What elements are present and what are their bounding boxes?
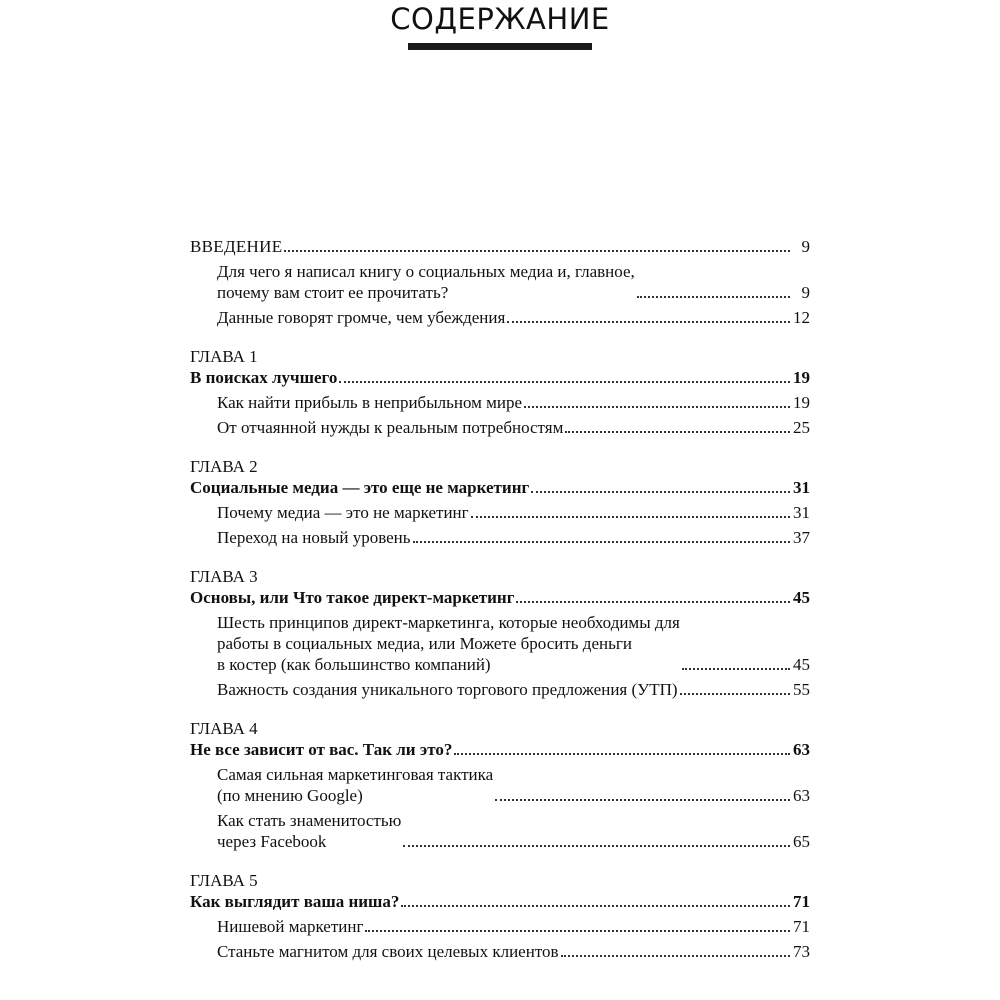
chapter-title: Не все зависит от вас. Так ли это? — [190, 740, 453, 759]
toc-subentry-page: 55 — [793, 680, 810, 699]
table-of-contents — [190, 236, 810, 966]
chapter-label: ГЛАВА 5 — [190, 871, 258, 890]
toc-subentry-title: Как найти прибыль в неприбыльном мире — [217, 393, 523, 412]
dot-leader — [637, 296, 790, 298]
toc-subentry[interactable] — [190, 502, 810, 523]
chapter-label: ГЛАВА 1 — [190, 347, 258, 366]
toc-subentry[interactable] — [190, 916, 810, 937]
toc-entry-title: ВВЕДЕНИЕ — [190, 237, 283, 256]
dot-leader — [565, 431, 790, 433]
toc-subentry[interactable] — [190, 527, 810, 548]
toc-subentry[interactable] — [190, 261, 810, 303]
dot-leader — [365, 930, 790, 932]
toc-subentry-title: Самая сильная маркетинговая тактика (по мнению Google) — [217, 765, 494, 805]
chapter-title: Социальные медиа — это еще не маркетинг — [190, 478, 530, 497]
toc-chapter-entry[interactable] — [190, 587, 810, 608]
toc-subentry[interactable] — [190, 679, 810, 700]
chapter-label: ГЛАВА 3 — [190, 567, 258, 586]
toc-chapter-entry[interactable] — [190, 739, 810, 760]
toc-subentry-page: 9 — [801, 283, 810, 302]
toc-subentry-title: Шесть принципов директ-маркетинга, которые необходимы для работы в социальных медиа, или Можете бросить деньги в костер (как большинство компаний) — [217, 613, 680, 674]
toc-subentry-page: 25 — [793, 418, 810, 437]
toc-subentry-page: 31 — [793, 503, 810, 522]
page-title: СОДЕРЖАНИЕ — [390, 2, 610, 36]
toc-subentry-title: Почему медиа — это не маркетинг — [217, 503, 469, 522]
chapter-page: 63 — [793, 740, 810, 759]
toc-subentry-title: Нишевой маркетинг — [217, 917, 364, 936]
dot-leader — [284, 250, 790, 252]
toc-chapter-entry[interactable] — [190, 891, 810, 912]
toc-subentry-title: Данные говорят громче, чем убеждения — [217, 308, 506, 327]
dot-leader — [413, 541, 790, 543]
chapter-title: В поисках лучшего — [190, 368, 338, 387]
toc-subentry-title: Для чего я написал книгу о социальных медиа и, главное, почему вам стоит ее прочитать? — [217, 262, 635, 302]
toc-chapter-entry[interactable] — [190, 367, 810, 388]
toc-subentry[interactable] — [190, 941, 810, 962]
chapter-title: Как выглядит ваша ниша? — [190, 892, 400, 911]
toc-subentry[interactable] — [190, 612, 810, 675]
toc-subentry-page: 65 — [793, 832, 810, 851]
toc-subentry[interactable] — [190, 810, 810, 852]
toc-subentry-page: 37 — [793, 528, 810, 547]
chapter-label: ГЛАВА 4 — [190, 719, 258, 738]
dot-leader — [403, 845, 790, 847]
toc-subentry[interactable] — [190, 392, 810, 413]
dot-leader — [531, 491, 790, 493]
toc-heading — [0, 0, 1000, 50]
toc-entry-intro[interactable] — [190, 236, 810, 257]
dot-leader — [680, 693, 790, 695]
chapter-label: ГЛАВА 2 — [190, 457, 258, 476]
dot-leader — [561, 955, 790, 957]
dot-leader — [401, 905, 790, 907]
toc-subentry[interactable] — [190, 417, 810, 438]
toc-subentry-page: 12 — [793, 308, 810, 327]
toc-chapter-entry[interactable] — [190, 477, 810, 498]
dot-leader — [682, 668, 790, 670]
heading-underline — [408, 43, 592, 50]
toc-subentry-page: 63 — [793, 786, 810, 805]
dot-leader — [471, 516, 790, 518]
chapter-page: 19 — [793, 368, 810, 387]
dot-leader — [507, 321, 790, 323]
chapter-page: 45 — [793, 588, 810, 607]
chapter-page: 31 — [793, 478, 810, 497]
toc-subentry-title: Важность создания уникального торгового предложения (УТП) — [217, 680, 678, 699]
toc-entry-page: 9 — [801, 237, 810, 256]
toc-subentry[interactable] — [190, 307, 810, 328]
dot-leader — [524, 406, 790, 408]
toc-subentry-title: От отчаянной нужды к реальным потребностям — [217, 418, 564, 437]
dot-leader — [495, 799, 790, 801]
chapter-page: 71 — [793, 892, 810, 911]
toc-subentry-page: 71 — [793, 917, 810, 936]
toc-subentry-page: 73 — [793, 942, 810, 961]
toc-subentry-page: 45 — [793, 655, 810, 674]
dot-leader — [516, 601, 790, 603]
toc-subentry-title: Как стать знаменитостью через Facebook — [217, 811, 402, 851]
dot-leader — [454, 753, 790, 755]
toc-subentry-page: 19 — [793, 393, 810, 412]
toc-subentry-title: Станьте магнитом для своих целевых клиентов — [217, 942, 559, 961]
toc-subentry-title: Переход на новый уровень — [217, 528, 411, 547]
chapter-title: Основы, или Что такое директ-маркетинг — [190, 588, 515, 607]
dot-leader — [339, 381, 790, 383]
toc-subentry[interactable] — [190, 764, 810, 806]
